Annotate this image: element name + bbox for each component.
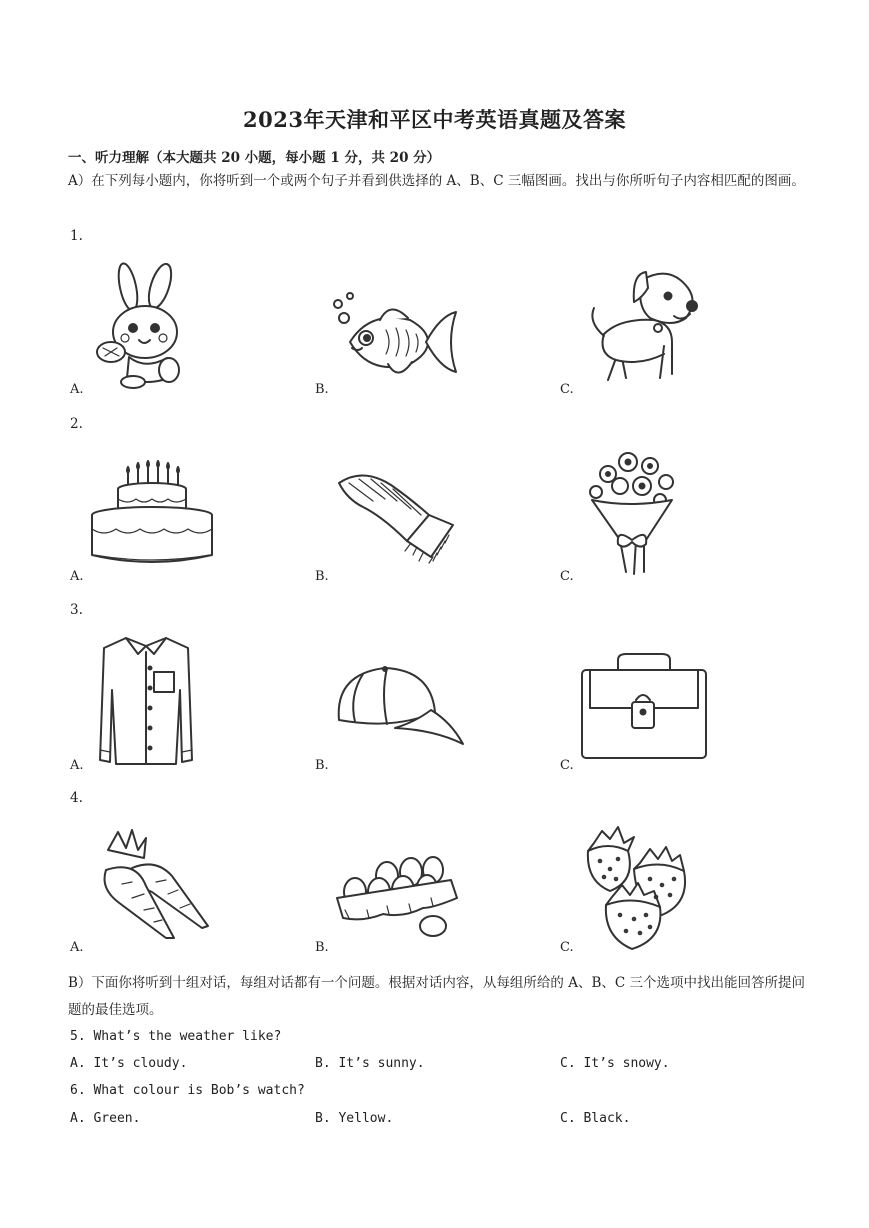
question-6: 6. What colour is Bob’s watch? bbox=[70, 1083, 305, 1098]
birthday-cake-icon bbox=[88, 455, 218, 570]
rabbit-icon bbox=[95, 262, 205, 392]
answer-option: B. Yellow. bbox=[315, 1111, 394, 1126]
answer-option: B. It’s sunny. bbox=[315, 1056, 425, 1071]
scarf-icon bbox=[333, 465, 463, 565]
answer-option: A. It’s cloudy. bbox=[70, 1056, 188, 1071]
strawberries-icon bbox=[580, 825, 695, 950]
cap-icon bbox=[335, 660, 465, 745]
option-label: A. bbox=[70, 758, 84, 773]
answer-option: C. It’s snowy. bbox=[560, 1056, 670, 1071]
option-label: A. bbox=[70, 382, 84, 397]
option-label: C. bbox=[560, 569, 574, 584]
section-heading: 一、听力理解（本大题共 20 小题，每小题 1 分，共 20 分） bbox=[68, 150, 441, 166]
option-label: C. bbox=[560, 382, 574, 397]
option-label: C. bbox=[560, 758, 574, 773]
carrots-icon bbox=[92, 828, 212, 943]
page-title: 2023年天津和平区中考英语真题及答案 bbox=[243, 107, 626, 132]
option-label: B. bbox=[315, 382, 329, 397]
eggs-icon bbox=[333, 852, 463, 942]
question-number: 2. bbox=[70, 416, 83, 432]
fish-icon bbox=[330, 290, 460, 385]
option-label: A. bbox=[70, 940, 84, 955]
option-label: C. bbox=[560, 940, 574, 955]
briefcase-icon bbox=[580, 652, 708, 760]
option-label: B. bbox=[315, 569, 329, 584]
option-label: A. bbox=[70, 569, 84, 584]
flower-bouquet-icon bbox=[580, 448, 690, 576]
question-number: 4. bbox=[70, 790, 83, 806]
part-b-instructions: B）下面你将听到十组对话，每组对话都有一个问题。根据对话内容，从每组所给的 A、B、C 三个选项中找出能回答所提问题的最佳选项。 bbox=[68, 975, 806, 1018]
shirt-icon bbox=[96, 632, 196, 770]
part-a-instructions: A）在下列每小题内，你将听到一个或两个句子并看到供选择的 A、B、C 三幅图画。找出与你所听句子内容相匹配的图画。 bbox=[68, 173, 805, 189]
question-number: 3. bbox=[70, 602, 83, 618]
option-label: B. bbox=[315, 758, 329, 773]
answer-option: C. Black. bbox=[560, 1111, 631, 1126]
question-number: 1. bbox=[70, 228, 83, 244]
question-5: 5. What’s the weather like? bbox=[70, 1029, 282, 1044]
option-label: B. bbox=[315, 940, 329, 955]
dog-icon bbox=[580, 262, 710, 392]
answer-option: A. Green. bbox=[70, 1111, 141, 1126]
